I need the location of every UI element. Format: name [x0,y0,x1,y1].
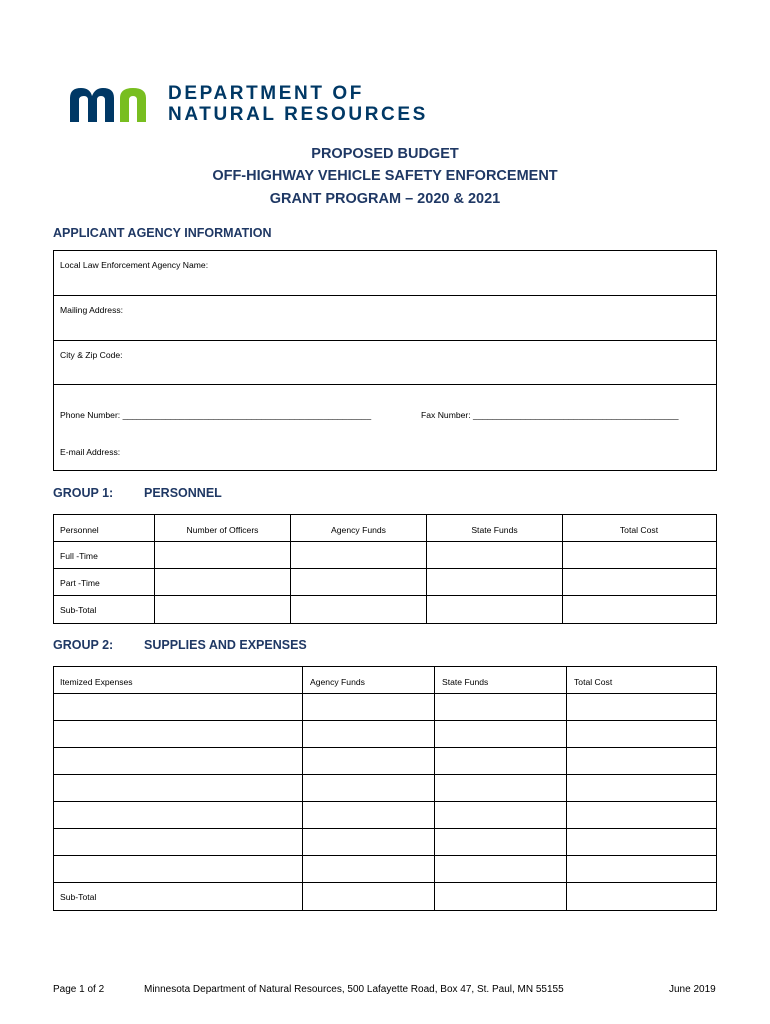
expenses-table [53,666,717,911]
table-col-divider [566,666,567,910]
state-funds-header: State Funds [471,525,518,535]
logo-line-2: NATURAL RESOURCES [168,104,428,125]
state-funds-header: State Funds [442,677,489,687]
table-row-divider [53,595,716,596]
footer-date: June 2019 [669,984,716,995]
row-label-part-time: Part -Time [60,578,100,588]
divider [53,340,716,341]
logo-line-1: DEPARTMENT OF [168,83,364,104]
title-line-1: PROPOSED BUDGET [311,146,459,162]
officers-header: Number of Officers [186,525,259,535]
group1-label: GROUP 1: [53,486,114,500]
group2-title: SUPPLIES AND EXPENSES [144,638,307,652]
table-col-divider [302,666,303,910]
agency-funds-header: Agency Funds [331,525,386,535]
table-row-divider [53,801,716,802]
city-zip-label: City & Zip Code: [60,350,123,360]
email-label: E-mail Address: [60,447,121,457]
personnel-header: Personnel [60,525,99,535]
divider [53,295,716,296]
table-row-divider [53,855,716,856]
agency-funds-header: Agency Funds [310,677,365,687]
table-row-divider [53,541,716,542]
email-field[interactable] [130,443,710,461]
dnr-logo [68,84,428,126]
row-label-subtotal: Sub-Total [60,605,97,615]
fax-label: Fax Number: ___________________________________________ [421,410,679,420]
mn-logo-icon [68,84,158,124]
total-cost-header: Total Cost [574,677,613,687]
title-line-3: GRANT PROGRAM – 2020 & 2021 [269,191,501,207]
city-zip-field[interactable] [56,364,711,382]
itemized-expenses-header: Itemized Expenses [60,677,133,687]
table-row-divider [53,747,716,748]
table-row-divider [53,774,716,775]
divider [53,384,716,385]
title-line-2: OFF-HIGHWAY VEHICLE SAFETY ENFORCEMENT [212,168,558,184]
agency-name-field[interactable] [56,274,711,292]
table-row-divider [53,828,716,829]
total-cost-header: Total Cost [619,525,659,535]
group2-label: GROUP 2: [53,638,114,652]
page-number: Page 1 of 2 [53,984,105,995]
agency-name-label: Local Law Enforcement Agency Name: [60,260,209,270]
table-row-divider [53,882,716,883]
table-col-divider [434,666,435,910]
table-row-divider [53,693,716,694]
footer-address: Minnesota Department of Natural Resources, 500 Lafayette Road, Box 47, St. Paul, MN 55155 [144,984,564,995]
mailing-address-label: Mailing Address: [60,305,124,315]
phone-label: Phone Number: ____________________________________________________ [60,410,372,420]
applicant-heading: APPLICANT AGENCY INFORMATION [53,226,272,240]
row-label-full-time: Full -Time [60,551,98,561]
mailing-address-field[interactable] [56,319,711,337]
table-row-divider [53,720,716,721]
row-label-subtotal: Sub-Total [60,892,97,902]
group1-title: PERSONNEL [144,486,222,500]
table-row-divider [53,568,716,569]
